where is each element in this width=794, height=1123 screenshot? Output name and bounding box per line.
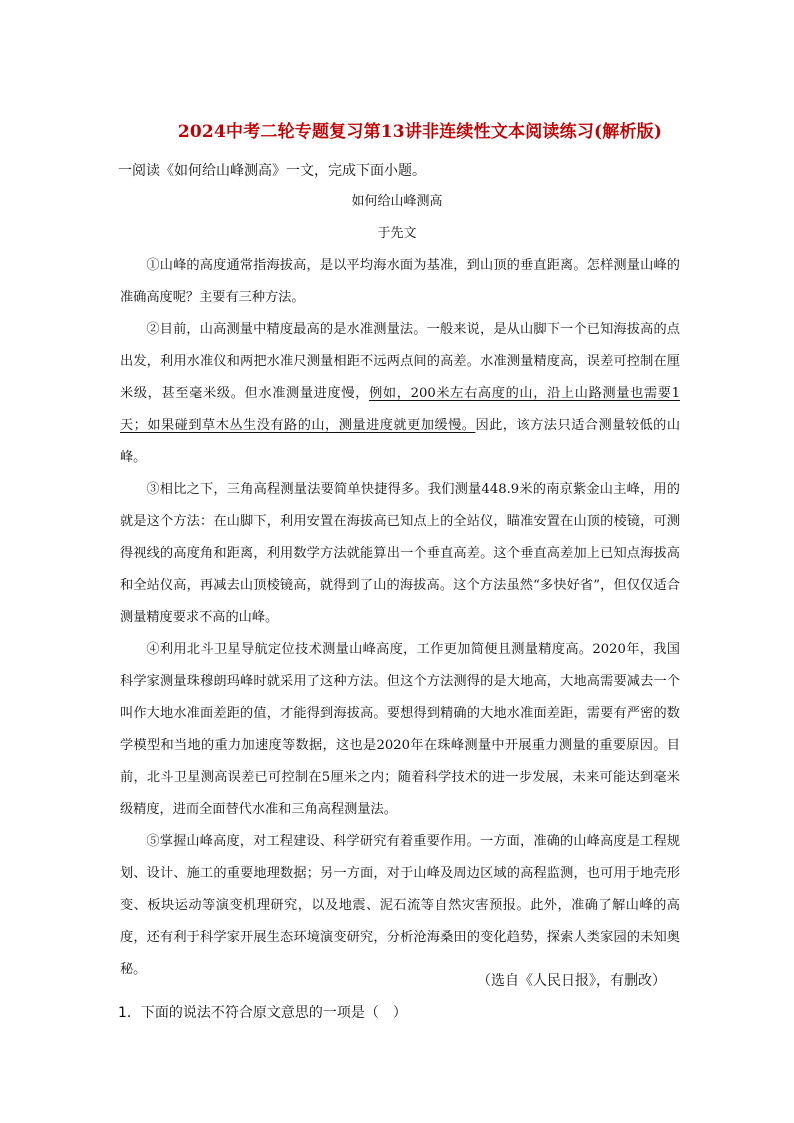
paragraph-5: ⑤掌握山峰高度，对工程建设、科学研究有着重要作用。一方面，准确的山峰高度是工程规划、设计、施工的重要地理数据；另一方面，对于山峰及周边区域的高程监测，也可用于地壳形变、板块运动等演变机理研究，以及地震、泥石流等自然灾害预报。此外，准确了解山峰的高度，还有利于科学家开展生态环境演变研究，分析沧海桑田的变化趋势，探索人类家园的未知奥秘。	[120, 834, 680, 977]
document-title: 2024中考二轮专题复习第13讲非连续性文本阅读练习(解析版)	[177, 122, 663, 142]
paragraph-3: ③相比之下，三角高程测量法要简单快捷得多。我们测量448.9米的南京紫金山主峰，用的就是这个方法：在山脚下，利用安置在海拔高已知点上的全站仪，瞄准安置在山顶的棱镜，可测得视线的高度角和距离，利用数学方法就能算出一个垂直高差。这个垂直高差加上已知点海拔高和全站仪高，再减去山顶棱镜高，就得到了山的海拔高。这个方法虽然“多快好省”，但仅仅适合测量精度要求不高的山峰。	[120, 482, 680, 625]
paragraph-4: ④利用北斗卫星导航定位技术测量山峰高度，工作更加简便且测量精度高。2020年，我国科学家测量珠穆朗玛峰时就采用了这种方法。但这个方法测得的是大地高，大地高需要减去一个叫作大地水准面差距的值，才能得到海拔高。要想得到精确的大地水准面差距，需要有严密的数学模型和当地的重力加速度等数据，这也是2020年在珠峰测量中开展重力测量的重要原因。目前，北斗卫星测高误差已可控制在5厘米之内；随着科学技术的进一步发展，未来可能达到毫米级精度，进而全面替代水准和三角高程测量法。	[120, 642, 680, 817]
paragraph-2-part-a: ②目前，山高测量中精度最高的是水准测量法。一般来说，是从山脚下一个已知海拔高的点出发，利用水准仪和两把水准尺测量相距不远两点间的高差。水准测量精度高，误差可控制在厘米级，甚至毫米级。但水准测量进度慢，	[120, 322, 680, 401]
article-author: 于先文	[377, 226, 417, 241]
article-source: （选自《人民日报》，有删改）	[477, 973, 666, 989]
paragraph-2-part-b: 因此，该方法只适合测量较低的山峰。	[120, 418, 681, 465]
reading-instruction: 一阅读《如何给山峰测高》一文，完成下面小题。	[118, 163, 426, 179]
paragraph-2-underlined: 例如，200米左右高度的山，沿上山路测量也需要1天；如果碰到草木丛生没有路的山，测量进度就更加缓慢。	[120, 386, 681, 433]
paragraph-1: ①山峰的高度通常指海拔高，是以平均海水面为基准，到山顶的垂直距离。怎样测量山峰的准确高度呢？主要有三种方法。	[120, 258, 680, 305]
paragraph-2	[120, 314, 680, 474]
question-1: 1．下面的说法不符合原文意思的一项是（ ）	[118, 1005, 407, 1021]
article-body	[120, 250, 680, 986]
article-title: 如何给山峰测高	[351, 194, 443, 209]
